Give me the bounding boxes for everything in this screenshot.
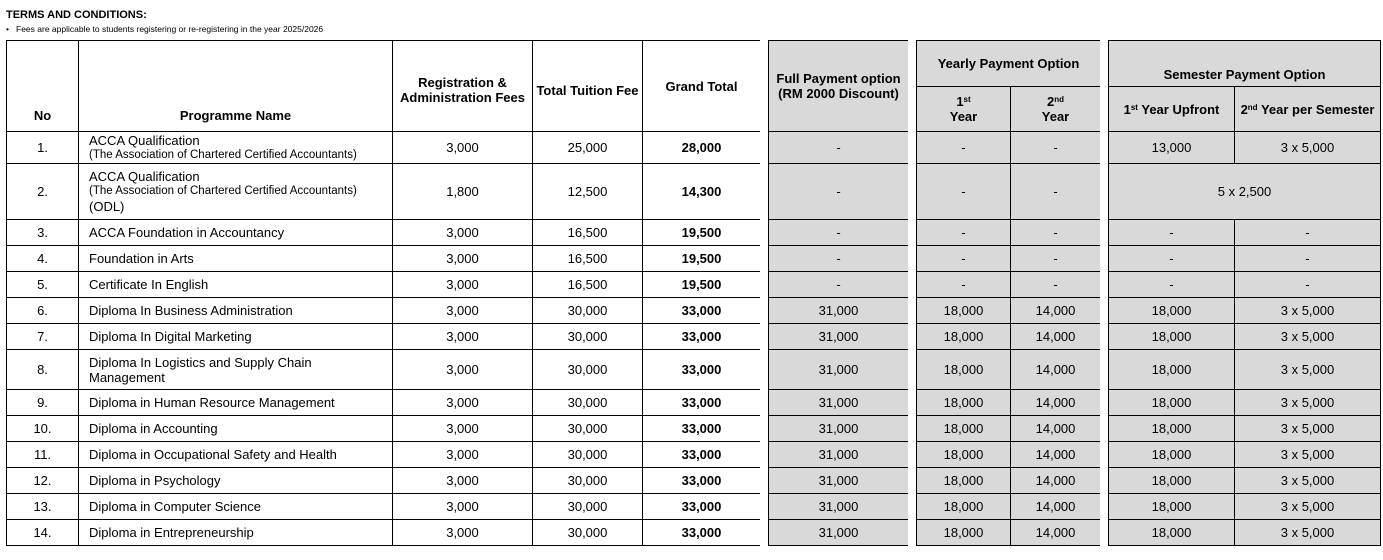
grand-total: 33,000 — [643, 298, 761, 324]
col-yearly-2nd-year: 2nd Year — [1011, 87, 1101, 132]
registration-fee: 3,000 — [393, 132, 533, 164]
table-row — [917, 350, 1101, 390]
col-registration-fees: Registration & Administration Fees — [393, 41, 533, 132]
table-row — [7, 220, 761, 246]
full-payment-value: 31,000 — [769, 350, 909, 390]
table-row — [1109, 246, 1381, 272]
grand-total: 33,000 — [643, 416, 761, 442]
programme-name: Diploma in Psychology — [89, 473, 221, 488]
col-semester-payment: Semester Payment Option — [1109, 41, 1381, 87]
registration-fee: 3,000 — [393, 416, 533, 442]
col-total-tuition: Total Tuition Fee — [533, 41, 643, 132]
programme-subtitle: (The Association of Chartered Certified Accountants) — [89, 185, 357, 197]
registration-fee: 3,000 — [393, 272, 533, 298]
table-row — [769, 298, 909, 324]
table-row — [1109, 442, 1381, 468]
row-number: 7. — [7, 324, 79, 350]
col-full-payment: Full Payment option (RM 2000 Discount) — [769, 41, 909, 132]
tuition-fee: 16,500 — [533, 220, 643, 246]
tuition-fee: 30,000 — [533, 324, 643, 350]
table-row — [1109, 494, 1381, 520]
table-row — [769, 324, 909, 350]
full-payment-value: - — [769, 164, 909, 220]
table-row — [1109, 350, 1381, 390]
programme-name: ACCA Qualification — [89, 132, 200, 148]
full-payment-value: 31,000 — [769, 494, 909, 520]
programme-name-cell — [79, 246, 393, 272]
table-row — [7, 416, 761, 442]
semester-2nd-value: - — [1235, 220, 1381, 246]
grand-total: 33,000 — [643, 350, 761, 390]
programme-name-cell — [79, 164, 393, 220]
table-row — [1109, 132, 1381, 164]
semester-2nd-value: 3 x 5,000 — [1235, 350, 1381, 390]
programme-name: Diploma in Accounting — [89, 421, 218, 436]
table-row — [1109, 520, 1381, 546]
fees-table-full-payment — [768, 40, 909, 546]
row-number: 2. — [7, 164, 79, 220]
programme-name: ACCA Foundation in Accountancy — [89, 225, 285, 240]
col-yearly-payment: Yearly Payment Option — [917, 41, 1101, 87]
table-row — [1109, 468, 1381, 494]
full-payment-value: - — [769, 246, 909, 272]
programme-name-cell — [79, 220, 393, 246]
table-row — [917, 442, 1101, 468]
tuition-fee: 30,000 — [533, 494, 643, 520]
yearly-1st-value: 18,000 — [917, 442, 1011, 468]
table-row — [917, 246, 1101, 272]
row-number: 1. — [7, 132, 79, 164]
registration-fee: 3,000 — [393, 350, 533, 390]
yearly-2nd-value: 14,000 — [1011, 494, 1101, 520]
yearly-2nd-value: 14,000 — [1011, 298, 1101, 324]
table-row — [1109, 298, 1381, 324]
table-row — [769, 494, 909, 520]
semester-1st-value: 13,000 — [1109, 132, 1235, 164]
row-number: 4. — [7, 246, 79, 272]
row-number: 6. — [7, 298, 79, 324]
table-row — [769, 350, 909, 390]
yearly-2nd-value: 14,000 — [1011, 520, 1101, 546]
row-number: 10. — [7, 416, 79, 442]
col-programme-name: Programme Name — [79, 41, 393, 132]
tuition-fee: 30,000 — [533, 298, 643, 324]
programme-name: Certificate In English — [89, 277, 209, 292]
table-row — [1109, 220, 1381, 246]
table-row — [917, 298, 1101, 324]
tuition-fee: 16,500 — [533, 272, 643, 298]
semester-1st-value: 18,000 — [1109, 468, 1235, 494]
table-row — [7, 164, 761, 220]
yearly-1st-value: - — [917, 246, 1011, 272]
programme-name-cell — [79, 132, 393, 164]
yearly-2nd-value: - — [1011, 132, 1101, 164]
semester-2nd-value: 3 x 5,000 — [1235, 324, 1381, 350]
grand-total: 33,000 — [643, 494, 761, 520]
registration-fee: 3,000 — [393, 442, 533, 468]
tuition-fee: 30,000 — [533, 350, 643, 390]
row-number: 3. — [7, 220, 79, 246]
programme-name-cell — [79, 494, 393, 520]
row-number: 9. — [7, 390, 79, 416]
semester-1st-value: 18,000 — [1109, 298, 1235, 324]
semester-1st-value: - — [1109, 272, 1235, 298]
programme-name-cell — [79, 468, 393, 494]
fees-table-yearly — [916, 40, 1101, 546]
table-row — [917, 520, 1101, 546]
yearly-2nd-value: - — [1011, 272, 1101, 298]
programme-name: Diploma in Occupational Safety and Health — [89, 447, 337, 462]
semester-merged-value: 5 x 2,500 — [1109, 164, 1381, 220]
table-row — [1109, 272, 1381, 298]
col-no: No — [7, 41, 79, 132]
col-semester-2nd-year: 2nd Year per Semester — [1235, 87, 1381, 132]
full-payment-value: 31,000 — [769, 324, 909, 350]
table-row — [7, 390, 761, 416]
table-row — [7, 442, 761, 468]
full-payment-value: 31,000 — [769, 468, 909, 494]
terms-note-text: Fees are applicable to students registering or re-registering in the year 2025/2026 — [16, 24, 324, 34]
semester-1st-value: 18,000 — [1109, 350, 1235, 390]
yearly-2nd-value: - — [1011, 246, 1101, 272]
row-number: 12. — [7, 468, 79, 494]
table-row — [7, 246, 761, 272]
semester-2nd-value: 3 x 5,000 — [1235, 132, 1381, 164]
semester-2nd-value: 3 x 5,000 — [1235, 520, 1381, 546]
programme-name-cell — [79, 324, 393, 350]
programme-name: ACCA Qualification — [89, 169, 200, 184]
table-row — [769, 132, 909, 164]
programme-name: Diploma In Logistics and Supply Chain Management — [89, 354, 312, 385]
row-number: 11. — [7, 442, 79, 468]
registration-fee: 3,000 — [393, 468, 533, 494]
yearly-1st-value: - — [917, 220, 1011, 246]
row-number: 5. — [7, 272, 79, 298]
grand-total: 28,000 — [643, 132, 761, 164]
table-row — [7, 324, 761, 350]
yearly-1st-value: - — [917, 164, 1011, 220]
grand-total: 14,300 — [643, 164, 761, 220]
programme-name-cell — [79, 416, 393, 442]
programme-name-cell — [79, 350, 393, 390]
table-row — [7, 494, 761, 520]
yearly-1st-value: 18,000 — [917, 390, 1011, 416]
semester-1st-value: 18,000 — [1109, 520, 1235, 546]
table-row — [769, 520, 909, 546]
programme-name: Diploma In Business Administration — [89, 303, 293, 318]
col-semester-1st-year: 1st Year Upfront — [1109, 87, 1235, 132]
yearly-1st-value: 18,000 — [917, 416, 1011, 442]
registration-fee: 3,000 — [393, 220, 533, 246]
full-payment-value: 31,000 — [769, 416, 909, 442]
yearly-1st-value: 18,000 — [917, 468, 1011, 494]
yearly-2nd-value: - — [1011, 164, 1101, 220]
tuition-fee: 30,000 — [533, 520, 643, 546]
tuition-fee: 30,000 — [533, 442, 643, 468]
table-row — [917, 390, 1101, 416]
semester-1st-value: - — [1109, 220, 1235, 246]
terms-note — [6, 24, 323, 34]
table-row — [769, 220, 909, 246]
semester-2nd-value: - — [1235, 272, 1381, 298]
grand-total: 33,000 — [643, 468, 761, 494]
table-row — [917, 220, 1101, 246]
programme-subtitle-2: (ODL) — [89, 199, 125, 214]
grand-total: 19,500 — [643, 220, 761, 246]
programme-name-cell — [79, 298, 393, 324]
grand-total: 19,500 — [643, 272, 761, 298]
registration-fee: 3,000 — [393, 390, 533, 416]
programme-name: Diploma in Entrepreneurship — [89, 525, 254, 540]
table-row — [1109, 390, 1381, 416]
col-grand-total: Grand Total — [643, 41, 761, 132]
table-row — [917, 272, 1101, 298]
yearly-2nd-value: 14,000 — [1011, 442, 1101, 468]
full-payment-value: - — [769, 272, 909, 298]
table-row — [917, 416, 1101, 442]
table-row — [769, 468, 909, 494]
yearly-1st-value: 18,000 — [917, 298, 1011, 324]
semester-1st-value: - — [1109, 246, 1235, 272]
programme-name-cell — [79, 442, 393, 468]
table-row — [7, 298, 761, 324]
table-row — [769, 272, 909, 298]
full-payment-value: - — [769, 220, 909, 246]
programme-name: Diploma in Computer Science — [89, 499, 261, 514]
fees-table-semester — [1108, 40, 1381, 546]
programme-name-cell — [79, 272, 393, 298]
registration-fee: 1,800 — [393, 164, 533, 220]
programme-name-cell — [79, 390, 393, 416]
registration-fee: 3,000 — [393, 324, 533, 350]
yearly-1st-value: 18,000 — [917, 494, 1011, 520]
full-payment-value: 31,000 — [769, 390, 909, 416]
yearly-1st-value: 18,000 — [917, 350, 1011, 390]
table-row — [1109, 324, 1381, 350]
table-row — [769, 246, 909, 272]
grand-total: 33,000 — [643, 390, 761, 416]
grand-total: 33,000 — [643, 520, 761, 546]
yearly-2nd-value: 14,000 — [1011, 324, 1101, 350]
row-number: 14. — [7, 520, 79, 546]
table-row — [917, 494, 1101, 520]
table-row — [7, 520, 761, 546]
yearly-2nd-value: 14,000 — [1011, 416, 1101, 442]
semester-2nd-value: 3 x 5,000 — [1235, 416, 1381, 442]
semester-2nd-value: 3 x 5,000 — [1235, 442, 1381, 468]
tuition-fee: 16,500 — [533, 246, 643, 272]
full-payment-value: 31,000 — [769, 442, 909, 468]
yearly-1st-value: - — [917, 132, 1011, 164]
table-row — [917, 324, 1101, 350]
registration-fee: 3,000 — [393, 520, 533, 546]
row-number: 13. — [7, 494, 79, 520]
yearly-2nd-value: 14,000 — [1011, 390, 1101, 416]
table-row — [917, 164, 1101, 220]
full-payment-value: 31,000 — [769, 298, 909, 324]
tuition-fee: 30,000 — [533, 468, 643, 494]
table-row — [917, 132, 1101, 164]
grand-total: 33,000 — [643, 324, 761, 350]
yearly-1st-value: - — [917, 272, 1011, 298]
semester-1st-value: 18,000 — [1109, 442, 1235, 468]
table-row — [769, 390, 909, 416]
programme-name-cell — [79, 520, 393, 546]
programme-name: Diploma in Human Resource Management — [89, 395, 335, 410]
grand-total: 33,000 — [643, 442, 761, 468]
page-title: TERMS AND CONDITIONS: — [6, 9, 147, 21]
table-row — [769, 416, 909, 442]
programme-name: Diploma In Digital Marketing — [89, 329, 252, 344]
table-row — [769, 442, 909, 468]
table-row — [7, 132, 761, 164]
semester-2nd-value: 3 x 5,000 — [1235, 494, 1381, 520]
table-row — [769, 164, 909, 220]
programme-subtitle: (The Association of Chartered Certified Accountants) — [89, 148, 357, 161]
table-row — [917, 468, 1101, 494]
col-yearly-1st-year: 1st Year — [917, 87, 1011, 132]
semester-1st-value: 18,000 — [1109, 416, 1235, 442]
tuition-fee: 30,000 — [533, 416, 643, 442]
semester-2nd-value: - — [1235, 246, 1381, 272]
semester-1st-value: 18,000 — [1109, 494, 1235, 520]
registration-fee: 3,000 — [393, 246, 533, 272]
registration-fee: 3,000 — [393, 494, 533, 520]
tuition-fee: 12,500 — [533, 164, 643, 220]
semester-2nd-value: 3 x 5,000 — [1235, 390, 1381, 416]
table-row — [1109, 416, 1381, 442]
row-number: 8. — [7, 350, 79, 390]
yearly-2nd-value: 14,000 — [1011, 468, 1101, 494]
semester-2nd-value: 3 x 5,000 — [1235, 298, 1381, 324]
semester-2nd-value: 3 x 5,000 — [1235, 468, 1381, 494]
semester-1st-value: 18,000 — [1109, 324, 1235, 350]
table-row — [7, 350, 761, 390]
grand-total: 19,500 — [643, 246, 761, 272]
table-row — [7, 272, 761, 298]
yearly-2nd-value: 14,000 — [1011, 350, 1101, 390]
full-payment-value: 31,000 — [769, 520, 909, 546]
registration-fee: 3,000 — [393, 298, 533, 324]
yearly-2nd-value: - — [1011, 220, 1101, 246]
table-row — [1109, 164, 1381, 220]
fees-table-main — [6, 40, 761, 546]
yearly-1st-value: 18,000 — [917, 520, 1011, 546]
bullet-icon: • — [6, 24, 9, 34]
full-payment-value: - — [769, 132, 909, 164]
tuition-fee: 30,000 — [533, 390, 643, 416]
yearly-1st-value: 18,000 — [917, 324, 1011, 350]
table-row — [7, 468, 761, 494]
semester-1st-value: 18,000 — [1109, 390, 1235, 416]
programme-name: Foundation in Arts — [89, 251, 194, 266]
tuition-fee: 25,000 — [533, 132, 643, 164]
